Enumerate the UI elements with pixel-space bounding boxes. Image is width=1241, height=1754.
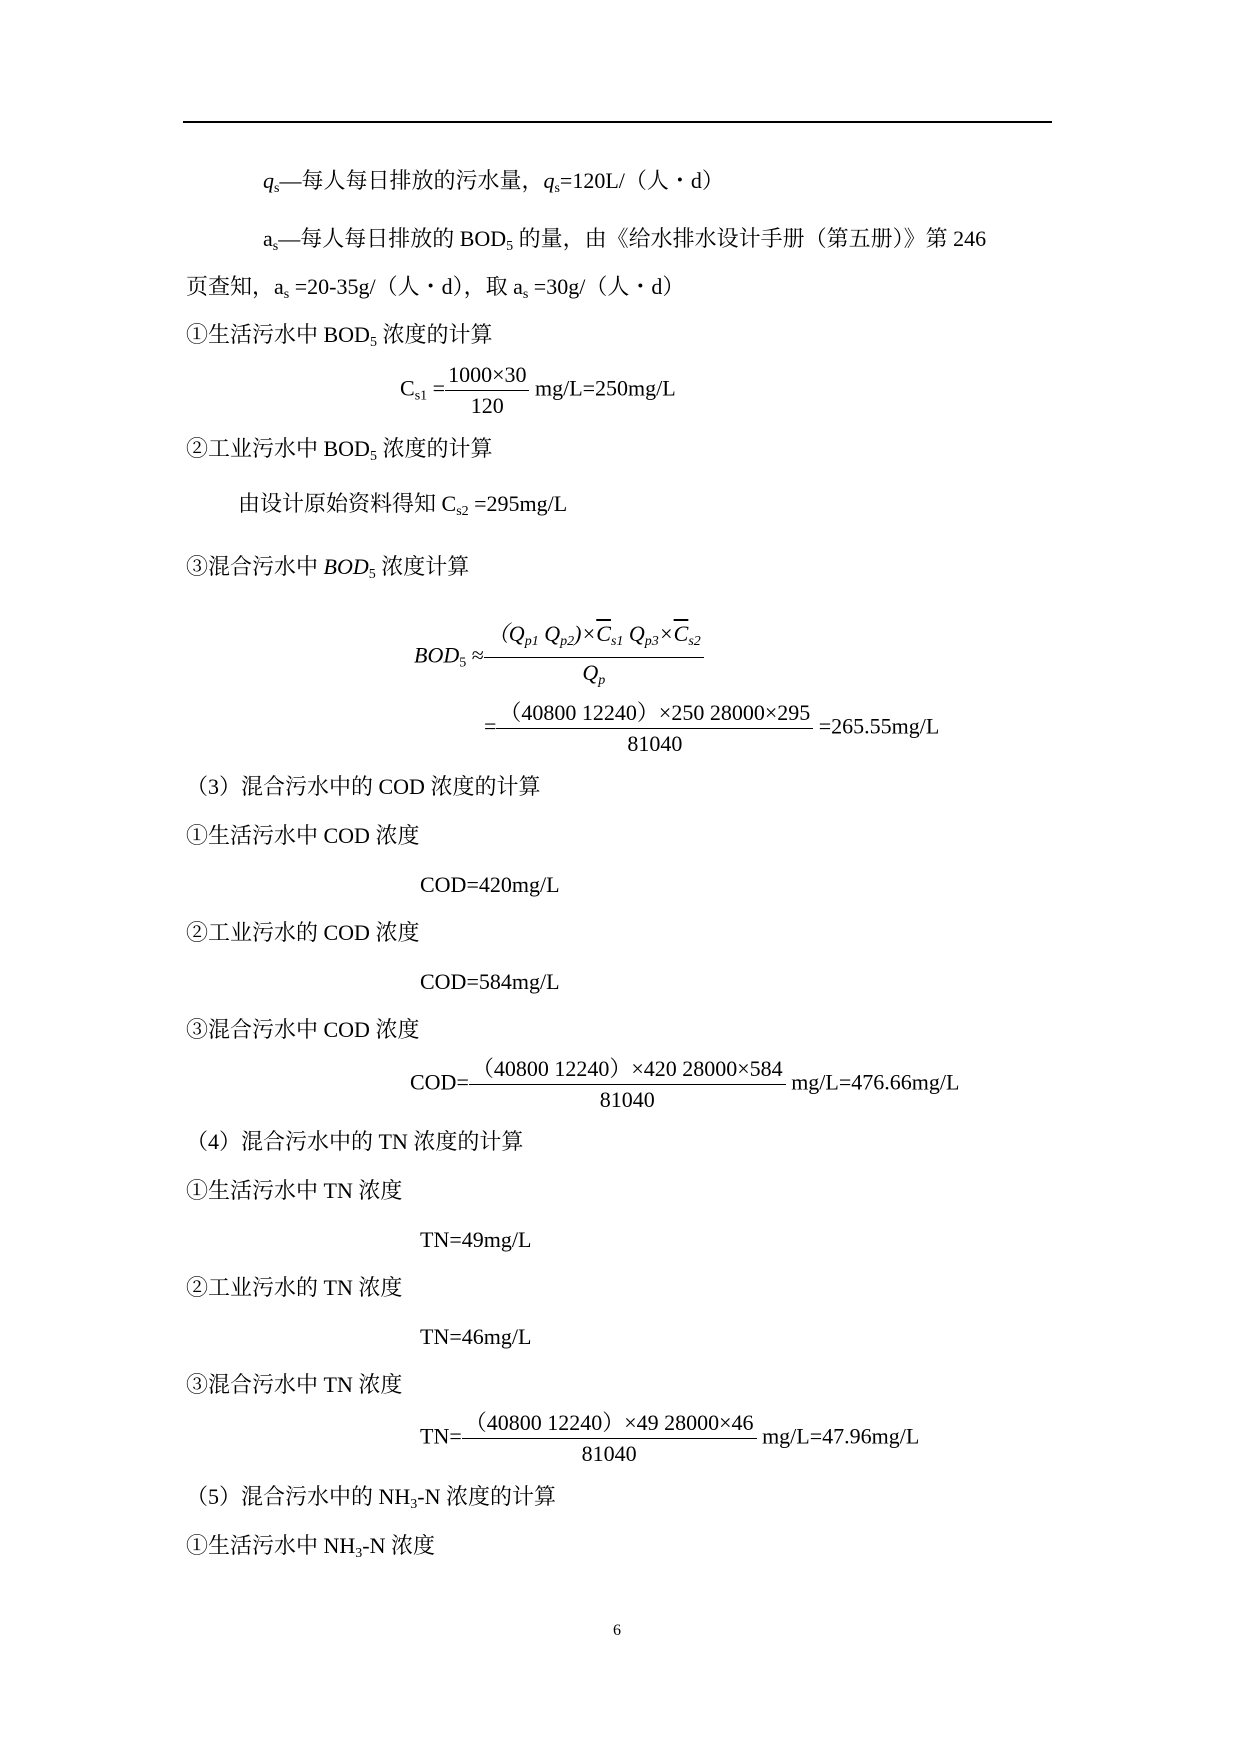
h2-subscript: 5 (369, 449, 377, 464)
tn-domestic-heading: ①生活污水中 TN 浓度 (186, 1178, 403, 1203)
cod-lhs: COD= (410, 1069, 469, 1095)
bod-num-c: )× (574, 621, 597, 646)
bod-num-cs1-sub: s1 (610, 634, 624, 649)
cod-domestic-value: COD=420mg/L (420, 872, 560, 897)
cod-denominator: 81040 (599, 1087, 655, 1112)
bod-num-a: （Q (486, 621, 525, 646)
cs1-result: mg/L=250mg/L (529, 375, 676, 401)
h3-subscript: 5 (368, 567, 376, 582)
cod-result: mg/L=476.66mg/L (785, 1069, 960, 1095)
src-text-a: 由设计原始资料得知 C (238, 491, 457, 516)
h1-subscript: 5 (369, 335, 377, 350)
qs-subscript: s (274, 181, 280, 196)
tn-result: mg/L=47.96mg/L (756, 1423, 920, 1449)
bod-num-e: × (658, 621, 674, 646)
cod-section-title: （3）混合污水中的 COD 浓度的计算 (186, 774, 541, 799)
as2-text-b: =20-35g/（人・d），取 a (289, 274, 523, 299)
bod-den-q: Q (582, 660, 599, 685)
cod-domestic-heading: ①生活污水中 COD 浓度 (186, 823, 420, 848)
heading-domestic-bod (186, 320, 492, 358)
cs2-source (238, 489, 567, 527)
cs1-numerator: 1000×30 (445, 360, 529, 391)
cod-numerator: （40800 12240）×420 28000×584 (469, 1054, 786, 1085)
src-subscript: s2 (456, 504, 469, 519)
header-rule (183, 121, 1052, 123)
nh3n-domestic-heading (186, 1531, 435, 1569)
h2-text-b: 浓度的计算 (376, 436, 493, 461)
nh-title-subscript: 3 (410, 1497, 418, 1512)
bod2-equals: = (484, 713, 497, 739)
h1-text-b: 浓度的计算 (376, 322, 493, 347)
h3-text-a: ③混合污水中 (186, 554, 324, 579)
as-definition-cont (186, 272, 684, 310)
bod-num-p3: p3 (644, 634, 659, 649)
bod-denominator (484, 658, 704, 696)
bod2-denominator: 81040 (627, 731, 683, 756)
as-symbol: a (263, 226, 273, 251)
bod-num-cs2: $\overline{C}$ (673, 621, 689, 646)
heading-industrial-bod (186, 434, 492, 472)
tn-numerator: （40800 12240）×49 28000×46 (462, 1408, 757, 1439)
formula-bod-numeric (484, 698, 939, 759)
qs-text: —每人每日排放的污水量， (279, 168, 544, 193)
as2-text-c: =30g/（人・d） (528, 274, 685, 299)
as-definition (263, 224, 986, 262)
as-subscript: s (272, 239, 279, 254)
cs1-lhs: C (400, 375, 415, 401)
tn-lhs: TN= (420, 1423, 462, 1449)
formula-cs1 (400, 360, 676, 421)
heading-mixed-bod (186, 552, 469, 590)
nh-title-a: （5）混合污水中的 NH (186, 1484, 411, 1509)
h3-text-b: 浓度计算 (375, 554, 470, 579)
bod2-numerator: （40800 12240）×250 28000×295 (496, 698, 813, 729)
bod-numerator (484, 619, 704, 658)
qs-symbol-2: q (543, 168, 555, 193)
nh-title-b: -N 浓度的计算 (417, 1484, 556, 1509)
bod-equals: ≈ (466, 642, 484, 668)
qs-value: =120L/（人・d） (559, 168, 724, 193)
qs-symbol: q (263, 168, 274, 193)
bod-num-b: Q (538, 621, 561, 646)
as2-subscript: s (283, 287, 290, 302)
as-bod-subscript: 5 (506, 239, 514, 254)
cod-fraction (469, 1054, 786, 1115)
qs-subscript-2: s (554, 181, 560, 196)
tn-domestic-value: TN=49mg/L (420, 1227, 532, 1252)
formula-tn (420, 1408, 919, 1469)
tn-denominator: 81040 (581, 1441, 637, 1466)
nh1-text-a: ①生活污水中 NH (186, 1533, 356, 1558)
h2-text-a: ②工业污水中 BOD (186, 436, 370, 461)
formula-bod-general (414, 619, 704, 696)
bod-fraction (484, 619, 704, 696)
as2-text-a: 页查知，a (186, 274, 284, 299)
src-text-b: =295mg/L (468, 491, 568, 516)
bod-lhs-subscript: 5 (459, 655, 467, 671)
bod-den-sub: p (598, 673, 606, 688)
qs-definition (263, 166, 724, 204)
h1-text-a: ①生活污水中 BOD (186, 322, 370, 347)
cs1-denominator: 120 (470, 393, 504, 418)
bod2-fraction (496, 698, 813, 759)
bod-lhs: BOD (414, 642, 460, 668)
nh3n-section-title (186, 1482, 556, 1520)
cod-industrial-heading: ②工业污水的 COD 浓度 (186, 920, 420, 945)
cod-industrial-value: COD=584mg/L (420, 969, 560, 994)
formula-cod (410, 1054, 959, 1115)
tn-mixed-heading: ③混合污水中 TN 浓度 (186, 1372, 403, 1397)
nh1-text-b: -N 浓度 (362, 1533, 435, 1558)
bod2-result: =265.55mg/L (813, 713, 940, 739)
bod-num-cs2-sub: s2 (688, 634, 701, 649)
bod-num-p1: p1 (524, 634, 539, 649)
tn-fraction (462, 1408, 757, 1469)
nh1-subscript: 3 (355, 1546, 363, 1561)
bod-num-cs1: $\overline{C}$ (596, 621, 611, 646)
tn-section-title: （4）混合污水中的 TN 浓度的计算 (186, 1129, 524, 1154)
cs1-fraction (445, 360, 529, 421)
tn-industrial-value: TN=46mg/L (420, 1324, 532, 1349)
h3-bod: BOD (323, 554, 369, 579)
cs1-lhs-subscript: s1 (414, 388, 428, 404)
cod-mixed-heading: ③混合污水中 COD 浓度 (186, 1017, 420, 1042)
as2-subscript-2: s (522, 287, 529, 302)
tn-industrial-heading: ②工业污水的 TN 浓度 (186, 1275, 403, 1300)
cs1-equals: = (427, 375, 446, 401)
as-text: —每人每日排放的 BOD (278, 226, 507, 251)
bod-num-d: Q (623, 621, 645, 646)
as-text-rest: 的量，由《给水排水设计手册（第五册）》第 246 (513, 226, 987, 251)
page-number: 6 (613, 1622, 621, 1639)
bod-num-p2: p2 (560, 634, 575, 649)
